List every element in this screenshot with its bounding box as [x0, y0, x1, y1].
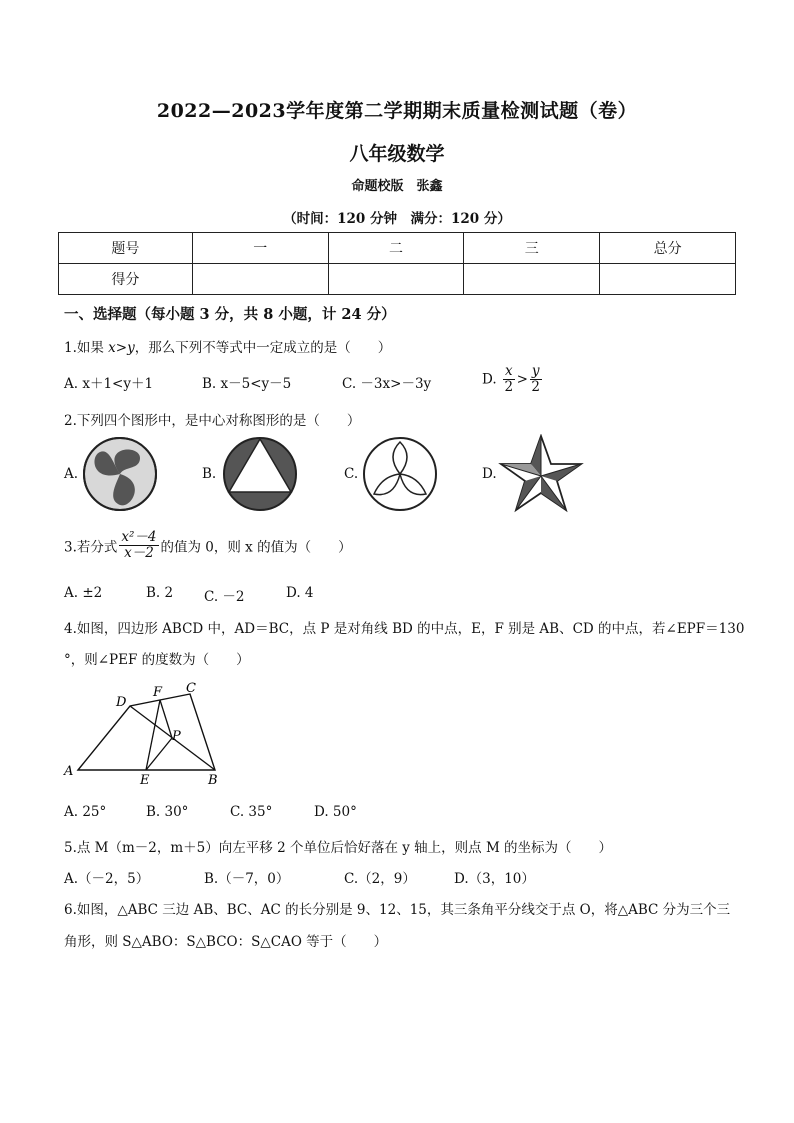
q1-condition: x>y — [108, 340, 135, 356]
exam-subject: 八年级数学 — [349, 143, 445, 165]
q2-option-d-label: D. — [482, 466, 497, 482]
q1-option-c: C. －3x>－3y — [342, 376, 432, 392]
score-table-header-row — [59, 233, 736, 264]
question-4-stem-line1: 4.如图，四边形 ABCD 中，AD＝BC，点 P 是对角线 BD 的中点，E，F 别是 AB、CD 的中点，若∠EPF＝130 — [64, 621, 745, 637]
score-table — [58, 232, 736, 295]
q1-option-a: A. x＋1<y＋1 — [64, 376, 154, 392]
q1-option-d-left-fraction — [503, 364, 515, 395]
score-entry-part1[interactable] — [192, 264, 328, 295]
exam-title: 2022—2023学年度第二学期期末质量检测试题（卷） — [156, 100, 638, 122]
score-entry-part2[interactable] — [328, 264, 464, 295]
q2-figure-d-star — [498, 434, 584, 514]
q4-quadrilateral-figure — [60, 678, 230, 788]
q2-figure-b-triangle-in-circle — [220, 436, 302, 512]
q5-option-b: B.（－7，0） — [204, 871, 290, 887]
exam-author: 命题校版 张鑫 — [351, 179, 443, 194]
frac-numerator: y — [531, 363, 540, 379]
q1-option-d — [482, 364, 544, 395]
q1-option-d-label: D. — [482, 371, 497, 388]
q5-option-d: D.（3，10） — [454, 871, 535, 887]
q3-option-d: D. 4 — [286, 585, 314, 601]
score-entry-part3[interactable] — [464, 264, 600, 295]
q3-stem-start: 3.若分式 — [64, 539, 118, 556]
q3-option-a: A. ±2 — [64, 585, 103, 601]
question-2-stem: 2.下列四个图形中，是中心对称图形的是（ ） — [64, 413, 361, 429]
q1-option-b: B. x－5<y－5 — [202, 376, 292, 392]
question-4-stem-line2: °，则∠PEF 的度数为（ ） — [64, 652, 250, 668]
question-6-stem-line2: 角形，则 S△ABO：S△BCO：S△CAO 等于（ ） — [64, 934, 388, 950]
score-table-score-row — [59, 264, 736, 295]
frac-denominator: 2 — [531, 379, 540, 395]
fig-label-d: D — [116, 695, 127, 710]
q5-option-c: C.（2，9） — [344, 871, 416, 887]
q3-option-b: B. 2 — [146, 585, 174, 601]
section-heading: 一、选择题（每小题 3 分，共 8 小题，计 24 分） — [64, 306, 396, 323]
fig-label-e: E — [140, 773, 150, 788]
fig-label-p: P — [172, 729, 181, 744]
q2-option-b-label: B. — [202, 466, 217, 482]
q2-figure-c-three-petals — [360, 436, 442, 512]
q3-option-c: C. －2 — [204, 589, 245, 605]
question-1-stem — [64, 336, 391, 356]
fig-label-f: F — [153, 685, 163, 700]
q5-option-a: A.（－2，5） — [64, 871, 150, 887]
frac-denominator: 2 — [504, 379, 514, 395]
question-3-stem — [64, 530, 352, 561]
fig-label-c: C — [186, 681, 196, 696]
score-cell-part1: 一 — [192, 233, 328, 264]
q1-stem-start: 1.如果 — [64, 340, 109, 356]
question-6-stem-line1: 6.如图，△ABC 三边 AB、BC、AC 的长分别是 9、12、15，其三条角平分线交于点 O，将△ABC 分为三个三 — [64, 902, 731, 918]
q1-stem-end: ，那么下列不等式中一定成立的是（ ） — [134, 340, 392, 356]
fig-label-a: A — [64, 764, 74, 779]
q1-option-d-right-fraction — [530, 364, 542, 395]
q1-option-d-operator: > — [516, 371, 528, 388]
score-row-label: 得分 — [59, 264, 193, 295]
q4-option-d: D. 50° — [314, 804, 357, 820]
question-5-stem: 5.点 M（m－2，m＋5）向左平移 2 个单位后恰好落在 y 轴上，则点 M 的坐标为（ ） — [64, 840, 613, 856]
q2-option-a-label: A. — [64, 466, 79, 482]
q3-frac-denominator: x－2 — [124, 545, 154, 561]
q4-option-b: B. 30° — [146, 804, 189, 820]
q4-option-a: A. 25° — [64, 804, 107, 820]
fig-label-b: B — [208, 773, 218, 788]
q3-frac-numerator: x²－4 — [121, 529, 157, 545]
score-cell-part2: 二 — [328, 233, 464, 264]
q4-option-c: C. 35° — [230, 804, 273, 820]
score-entry-total[interactable] — [600, 264, 736, 295]
score-cell-part3: 三 — [464, 233, 600, 264]
exam-time-score: （时间：120 分钟 满分：120 分） — [283, 211, 511, 227]
q3-fraction — [119, 530, 158, 561]
score-cell-label: 题号 — [59, 233, 193, 264]
q3-stem-end: 的值为 0，则 x 的值为（ ） — [160, 539, 352, 556]
score-cell-total: 总分 — [600, 233, 736, 264]
q2-option-c-label: C. — [344, 466, 359, 482]
q2-figure-a-yin-yang — [80, 436, 162, 512]
frac-numerator: x — [504, 363, 513, 379]
